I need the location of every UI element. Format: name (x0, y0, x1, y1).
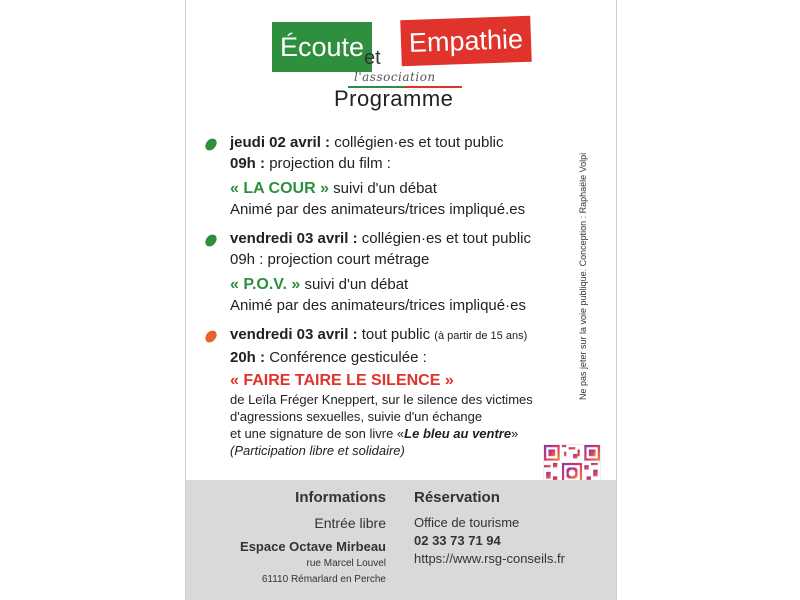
event-time: 20h : (230, 349, 266, 366)
event-kind: Conférence gesticulée : (269, 349, 427, 366)
event-kind: projection du film : (269, 155, 391, 172)
event-note: Animé par des animateurs/trices impliqué·es (230, 297, 526, 314)
event-desc-suffix: » (511, 426, 519, 441)
tourist-office: Office de tourisme (414, 515, 520, 530)
event-desc-line: d'agressions sexuelles, suivie d'un échange (230, 409, 483, 424)
information-heading: Informations (295, 489, 386, 506)
event-desc-prefix: et une signature de son livre « (230, 426, 405, 441)
venue-street: rue Marcel Louvel (306, 558, 386, 569)
participation-note: (Participation libre et solidaire) (230, 443, 405, 458)
event-time: 09h : (230, 155, 266, 172)
leaf-bullet-icon (204, 328, 219, 344)
event-flyer (185, 0, 617, 600)
leaf-bullet-icon (204, 232, 219, 248)
programme-title: Programme (334, 86, 454, 111)
event-note: Animé par des animateurs/trices impliqué.es (230, 201, 526, 218)
venue-city: 61110 Rémarlard en Perche (261, 574, 386, 585)
event-audience: tout public (361, 326, 431, 343)
book-title: Le bleu au ventre (404, 426, 512, 441)
event-age-note: (à partir de 15 ans) (434, 330, 528, 342)
reservation-heading: Réservation (414, 489, 500, 506)
entry-info: Entrée libre (314, 515, 386, 531)
logo-ecoute: Écoute (272, 22, 372, 72)
information-section (206, 488, 386, 588)
event-date: vendredi 03 avril : (230, 230, 358, 247)
event-time: 09h : (230, 251, 264, 268)
event-kind: projection court métrage (267, 251, 430, 268)
venue-name: Espace Octave Mirbeau (240, 539, 386, 554)
event-desc-line: de Leïla Fréger Kneppert, sur le silence des victimes (230, 392, 533, 407)
vertical-credit: Ne pas jeter sur la voie publique. Conception : Raphaële Volpi (578, 152, 588, 400)
event-audience: collégien·es et tout public (361, 230, 532, 247)
event-title: « FAIRE TAIRE LE SILENCE » (230, 372, 454, 389)
event-date: jeudi 02 avril : (230, 134, 331, 151)
info-footer (186, 480, 616, 600)
logo-et: et (364, 47, 381, 69)
event-title-suffix: suivi d'un débat (333, 180, 437, 197)
logo-empathie: Empathie (400, 16, 532, 67)
event-title: « P.O.V. » (230, 276, 301, 293)
reservation-phone[interactable]: 02 33 73 71 94 (414, 533, 501, 548)
event-date: vendredi 03 avril : (230, 326, 358, 343)
event-title: « LA COUR » (230, 180, 329, 197)
reservation-url[interactable]: https://www.rsg-conseils.fr (414, 551, 565, 566)
association-label: l'association (354, 70, 436, 84)
event-title-suffix: suivi d'un débat (304, 276, 409, 293)
event-audience: collégien·es et tout public (334, 134, 504, 151)
reservation-section (414, 488, 614, 568)
leaf-bullet-icon (204, 136, 219, 152)
